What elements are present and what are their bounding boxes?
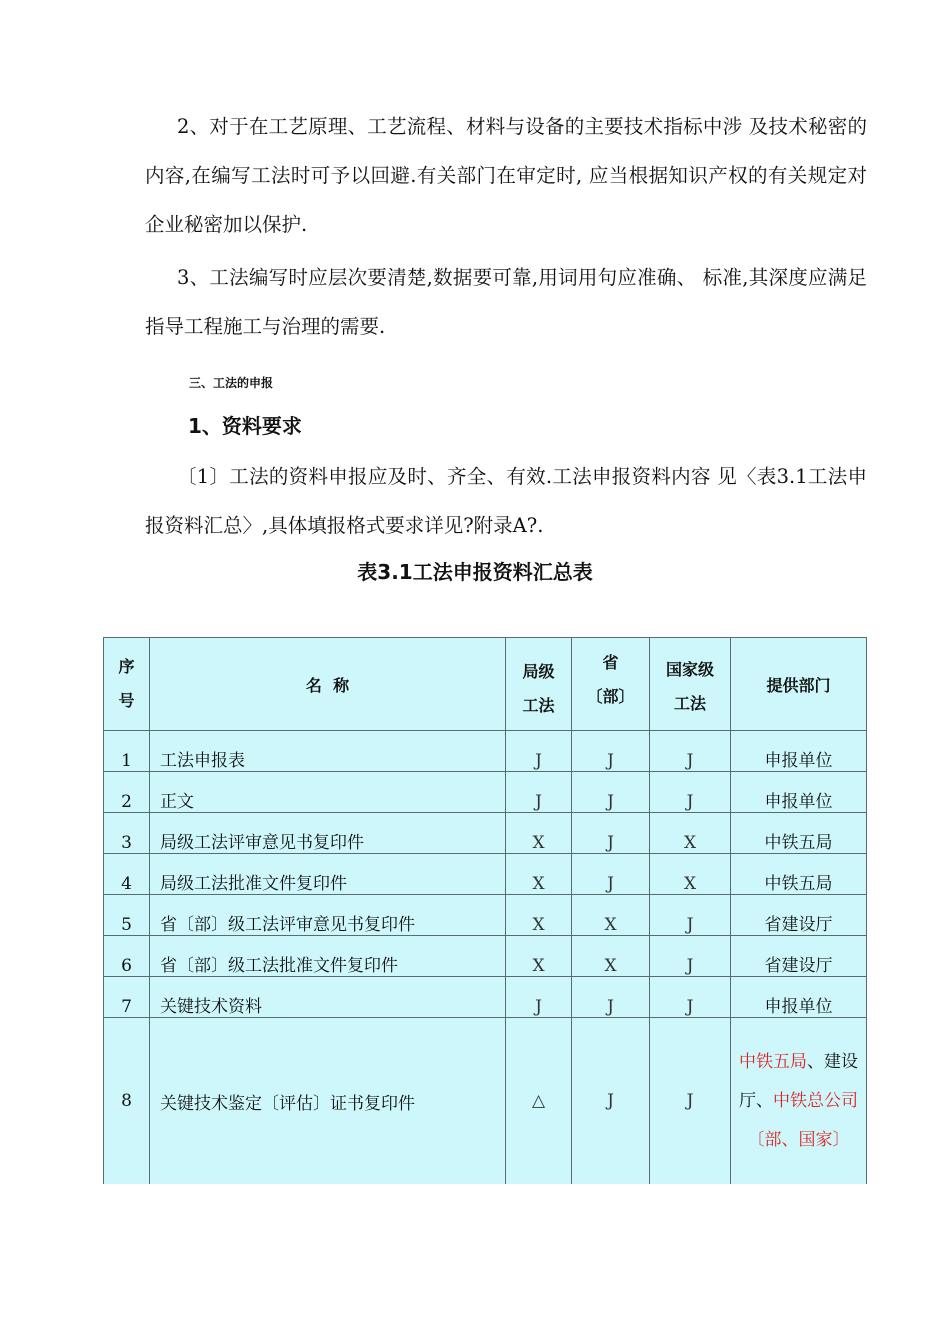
cell-seq: 2 [104, 772, 150, 813]
header-province: 省 〔部〕 [572, 638, 650, 731]
cell-name: 关键技术资料 [150, 977, 506, 1018]
table-header-row [104, 638, 867, 731]
cell-national: J [650, 895, 731, 936]
cell-dept: 省建设厅 [731, 895, 867, 936]
header-seq: 序 号 [104, 638, 150, 731]
cell-dept: 申报单位 [731, 772, 867, 813]
table-row [104, 731, 867, 772]
table-row [104, 813, 867, 854]
table-row [104, 895, 867, 936]
cell-name: 局级工法批准文件复印件 [150, 854, 506, 895]
cell-bureau: X [506, 895, 572, 936]
cell-bureau: J [506, 772, 572, 813]
cell-seq: 1 [104, 731, 150, 772]
table-row [104, 772, 867, 813]
dept-part-2: 、建设厅、 [739, 1051, 858, 1111]
cell-name: 省〔部〕级工法批准文件复印件 [150, 936, 506, 977]
cell-province: J [572, 772, 650, 813]
cell-seq: 4 [104, 854, 150, 895]
cell-national: X [650, 854, 731, 895]
cell-province: J [572, 731, 650, 772]
cell-dept: 申报单位 [731, 977, 867, 1018]
cell-name: 工法申报表 [150, 731, 506, 772]
cell-national: X [650, 813, 731, 854]
paragraph-3: 3、工法编写时应层次要清楚,数据要可靠,用词用句应准确、 标准,其深度应满足指导工程施工与治理的需要. [145, 266, 867, 338]
cell-national: J [650, 731, 731, 772]
cell-dept: 中铁五局 [731, 813, 867, 854]
cell-national: J [650, 936, 731, 977]
cell-bureau: X [506, 813, 572, 854]
dept-part-1: 中铁五局 [739, 1051, 807, 1072]
cell-dept: 申报单位 [731, 731, 867, 772]
sub-heading: 1、资料要求 [188, 414, 302, 438]
cell-name: 局级工法评审意见书复印件 [150, 813, 506, 854]
dept-part-3: 中铁总公司〔部、国家〕 [747, 1090, 858, 1150]
cell-province: J [572, 1018, 650, 1185]
paragraph-2: 2、对于在工艺原理、工艺流程、材料与设备的主要技术指标中涉 及技术秘密的内容,在编写工法时可予以回避.有关部门在审定时, 应当根据知识产权的有关规定对企业秘密加以保护. [145, 115, 867, 236]
table-row [104, 936, 867, 977]
cell-bureau: X [506, 854, 572, 895]
cell-name: 关键技术鉴定〔评估〕证书复印件 [150, 1018, 506, 1185]
cell-name: 省〔部〕级工法评审意见书复印件 [150, 895, 506, 936]
paragraph-requirements: 〔1〕工法的资料申报应及时、齐全、有效.工法申报资料内容 见〈表3.1工法申报资料汇总〉,具体填报格式要求详见?附录A?. [145, 465, 867, 537]
header-bureau: 局级 工法 [506, 638, 572, 731]
table-row [104, 977, 867, 1018]
application-materials-table [103, 637, 867, 1184]
cell-name: 正文 [150, 772, 506, 813]
section-heading: 三、工法的申报 [189, 376, 274, 390]
cell-dept: 省建设厅 [731, 936, 867, 977]
cell-province: J [572, 854, 650, 895]
table-row [104, 1018, 867, 1185]
cell-dept: 中铁五局 [731, 854, 867, 895]
cell-national: J [650, 772, 731, 813]
table-row [104, 854, 867, 895]
table-title: 表3.1工法申报资料汇总表 [357, 560, 593, 584]
cell-bureau: J [506, 731, 572, 772]
cell-seq: 8 [104, 1018, 150, 1185]
cell-seq: 7 [104, 977, 150, 1018]
cell-province: X [572, 895, 650, 936]
cell-dept [731, 1018, 867, 1185]
cell-bureau: J [506, 977, 572, 1018]
cell-province: X [572, 936, 650, 977]
header-name: 名 称 [150, 638, 506, 731]
cell-province: J [572, 977, 650, 1018]
cell-seq: 3 [104, 813, 150, 854]
cell-national: J [650, 1018, 731, 1185]
cell-seq: 5 [104, 895, 150, 936]
cell-seq: 6 [104, 936, 150, 977]
cell-bureau: X [506, 936, 572, 977]
cell-province: J [572, 813, 650, 854]
header-dept: 提供部门 [731, 638, 867, 731]
cell-bureau: △ [506, 1018, 572, 1185]
header-national: 国家级 工法 [650, 638, 731, 731]
cell-national: J [650, 977, 731, 1018]
